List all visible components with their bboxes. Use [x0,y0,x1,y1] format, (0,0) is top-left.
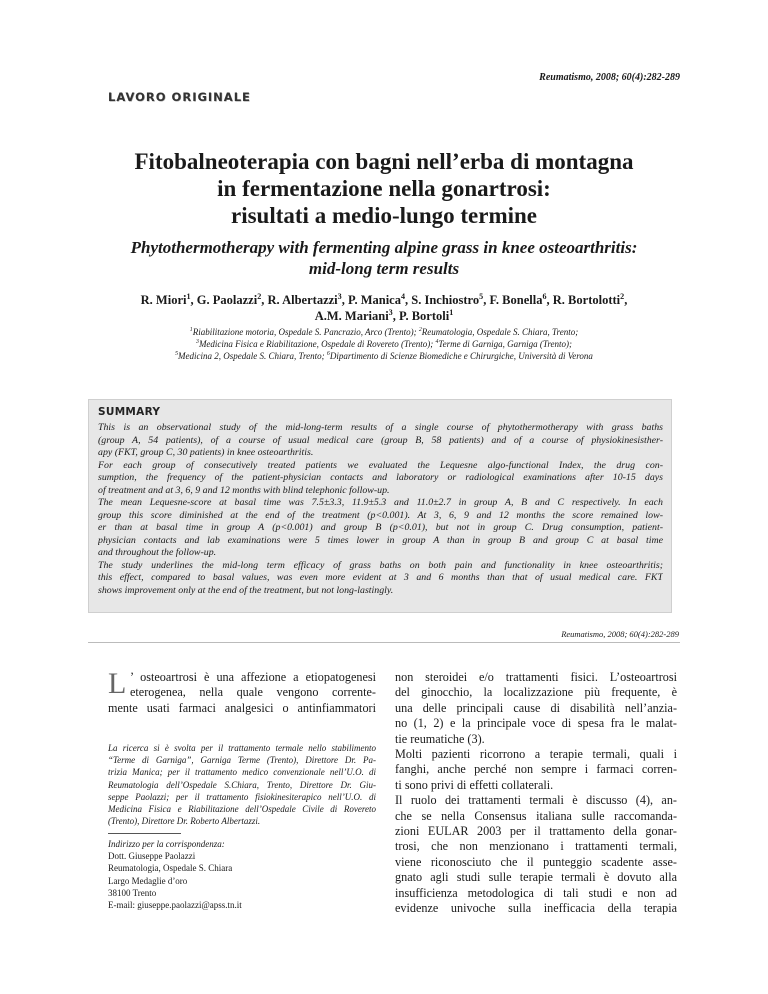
summary-line: (group A, 54 patients), of a course of usual medical care (group B, 58 patients) and of a course of physiokinesisther- [98,434,663,446]
body-line: del ginocchio, la localizzazione più frequente, è [395,685,677,700]
summary-heading: SUMMARY [98,406,161,418]
drop-cap: L [108,667,127,700]
affiliation-line [70,350,698,362]
summary-line: er than at basal time in group A (p<0.001) and group B (p<0.01), but not in group C. Drug consumption, patient- [98,522,663,533]
correspondence-address [108,838,376,911]
body-line: fanghi, anche perché non sempre i farmaci corren- [395,762,677,777]
author-name: R. Albertazzi [267,293,338,307]
footnote-line: trizia Manica; per il trattamento medico convenzionale nell’U.O. di [108,767,376,778]
author-affiliation-number: 3 [388,307,393,317]
footnote-line: “Terme di Garniga”, Garniga Terme (Trento), Direttore Dr. Pa- [108,755,376,766]
footnote-line: Medicina Fisica e Riabilitazione dell’Ospedale Civile di Rovereto [108,804,376,815]
author-affiliation-number: 4 [400,291,406,301]
author-name: R. Bortolotti [552,293,621,307]
footnote-line: seppe Paolazzi; per il trattamento fisiokinesiterapico nell’U.O. di [108,791,376,802]
affiliation-number: 4 [435,339,439,345]
intro-paragraph [108,667,376,716]
affiliation-text: Dipartimento di Scienze Biomediche e Chirurgiche, Università di Verona [329,351,593,361]
affiliation-number: 6 [326,351,330,357]
title-line: in fermentazione nella gonartrosi: [217,176,551,201]
author-name: R. Miori [140,293,187,307]
summary-line: this effect, compared to basal values, was even more evident at 3 and 6 months than that of usual medical care. FKT [98,572,663,583]
author-list [90,292,678,324]
correspondence-line: E-mail: giuseppe.paolazzi@apss.tn.it [108,900,242,911]
correspondence-line: 38100 Trento [108,887,157,898]
body-line: no (1, 2) e la principale voce di spesa fra le malat- [395,716,677,731]
author-name: G. Paolazzi [196,293,258,307]
author-affiliation-number: 1 [449,307,454,317]
author-name: P. Bortoli [398,309,450,323]
author-name: A.M. Mariani [314,309,389,323]
author-affiliation-number: 2 [257,291,262,301]
body-line: Il ruolo dei trattamenti termali è discusso (4), an- [395,793,677,808]
summary-line: The study underlines the mid-long term efficacy of grass baths on both pain and functionality in knee osteoarthritis; [98,559,663,571]
section-label: LAVORO ORIGINALE [108,90,251,104]
body-line: Molti pazienti ricorrono a terapie termali, quali i [395,747,677,762]
affiliation-number: 5 [175,351,179,357]
author-affiliation-number: 1 [186,291,191,301]
summary-line: of treatment and at 3, 6, 9 and 12 months with blind telephonic follow-up. [98,484,390,496]
summary-line: The mean Lequesne-score at basal time was 7.5±3.3, 11.9±5.3 and 11.0±2.7 in group A, B and C respectively. In each [98,497,663,508]
body-line: trosi, che non menzionano i trattamenti termali, [395,839,677,854]
summary-line: shows improvement only at the end of the treatment, but not long-lastingly. [98,584,394,596]
article-subtitle [90,237,678,279]
footnote-line: La ricerca si è svolta per il trattamento termale nello stabilimento [108,743,376,753]
affiliations [70,326,698,362]
author-name: P. Manica [347,293,401,307]
divider [88,642,680,643]
affiliation-number: 3 [196,339,199,345]
intro-line: mente usati farmaci analgesici o antinfiammatori [108,700,376,715]
affiliation-number: 2 [418,327,422,333]
affiliation-text: Medicina Fisica e Riabilitazione, Ospedale di Rovereto (Trento); [198,339,436,349]
body-line: tie reumatiche (3). [395,731,485,746]
summary-line: This is an observational study of the mid-long-term results of a single course of phytothermotherapy with grass baths [98,422,663,433]
author-name: F. Bonella [489,293,543,307]
affiliation-line [70,338,698,350]
body-line: una delle principali cause di disabilità nell’anzia- [395,700,677,715]
subtitle-line: mid-long term results [308,259,460,278]
article-title [90,148,678,229]
body-line: insufficienza metodologica di tali studi e non ad [395,885,677,900]
affiliation-text: Reumatologia, Ospedale S. Chiara, Trento; [421,327,579,337]
journal-reference-footer: Reumatismo, 2008; 60(4):282-289 [561,629,679,639]
affiliation-text: Riabilitazione motoria, Ospedale S. Pancrazio, Arco (Trento); [192,327,419,337]
body-line: non steroidei e/o trattamenti fisici. L’osteoartrosi [395,670,677,684]
body-line: che se nella Consensus italiana sulle raccomanda- [395,808,677,823]
summary-line: sumption, the frequency of the patient-physician contacts and laboratory or radiological examinations after 10-15 days [98,472,663,483]
author-affiliation-number: 6 [542,291,547,301]
body-line: viene riconosciuto che il punteggio scadente asse- [395,854,677,869]
summary-line: group this score diminished at the end of the treatment (p<0.001). At 3, 6, 9 and 12 months the score remained low- [98,509,663,521]
footnote-line: Reumatologia dell’Ospedale S.Chiara, Trento, Direttore Dr. Giu- [108,779,376,790]
footnote-line: (Trento), Direttore Dr. Roberto Albertazzi. [108,816,261,827]
intro-line: ’ osteoartrosi è una affezione a etiopatogenesi [130,670,376,684]
author-affiliation-number: 2 [620,291,625,301]
affiliation-line [70,326,698,338]
author-name: S. Inchiostro [411,293,480,307]
footnote-divider [108,833,181,834]
author-affiliation-number: 3 [337,291,342,301]
affiliation-number: 1 [189,327,193,333]
correspondence-line: Dott. Giuseppe Paolazzi [108,851,196,862]
summary-line: and throughout the follow-up. [98,547,217,558]
correspondence-line: Reumatologia, Ospedale S. Chiara [108,863,233,874]
summary-line: For each group of consecutively treated patients we evaluated the Lequesne algo-functional Index, the drug con- [98,459,663,471]
right-column-text [395,670,677,917]
title-line: risultati a medio-lungo termine [231,203,537,228]
affiliation-text: Medicina 2, Ospedale S. Chiara, Trento; [178,351,327,361]
summary-line: apy (FKT, group C, 30 patients) in knee osteoarthritis. [98,447,314,458]
title-line: Fitobalneoterapia con bagni nell’erba di montagna [134,149,634,174]
body-line: gnato agli studi sulle terapie termali è dovuto alla [395,870,677,885]
body-line: zioni EULAR 2003 per il trattamento della gonar- [395,824,677,839]
correspondence-line: Largo Medaglie d’oro [108,875,188,886]
funding-footnote [108,742,376,827]
correspondence-heading: Indirizzo per la corrispondenza: [108,839,225,849]
journal-reference: Reumatismo, 2008; 60(4):282-289 [539,72,680,83]
author-line: R. Miori$^1$, G. Paolazzi$^2$, R. Albertazzi$^3$, P. Manica$^4$, S. Inchiostro$^5$, F. Bonella$^6$, R. Bortolotti$^2$, [140,291,628,307]
summary-line: physician contacts and lab examinations were 5 times lower in group A than in group B and group C at basal time [98,534,663,546]
author-affiliation-number: 5 [479,291,484,301]
summary-box [88,399,672,613]
summary-text [98,422,663,597]
affiliation-text: Terme di Garniga, Garniga (Trento); [438,339,572,349]
body-line: evidenze univoche sulla inefficacia della terapia [395,901,677,916]
author-line: A.M. Mariani$^3$, P. Bortoli$^1$ [314,307,454,323]
body-line: ti sono privi di effetti collaterali. [395,777,554,792]
subtitle-line: Phytothermotherapy with fermenting alpine grass in knee osteoarthritis: [130,238,638,257]
intro-line: eterogenea, nella quale vengono corrente- [130,685,376,700]
